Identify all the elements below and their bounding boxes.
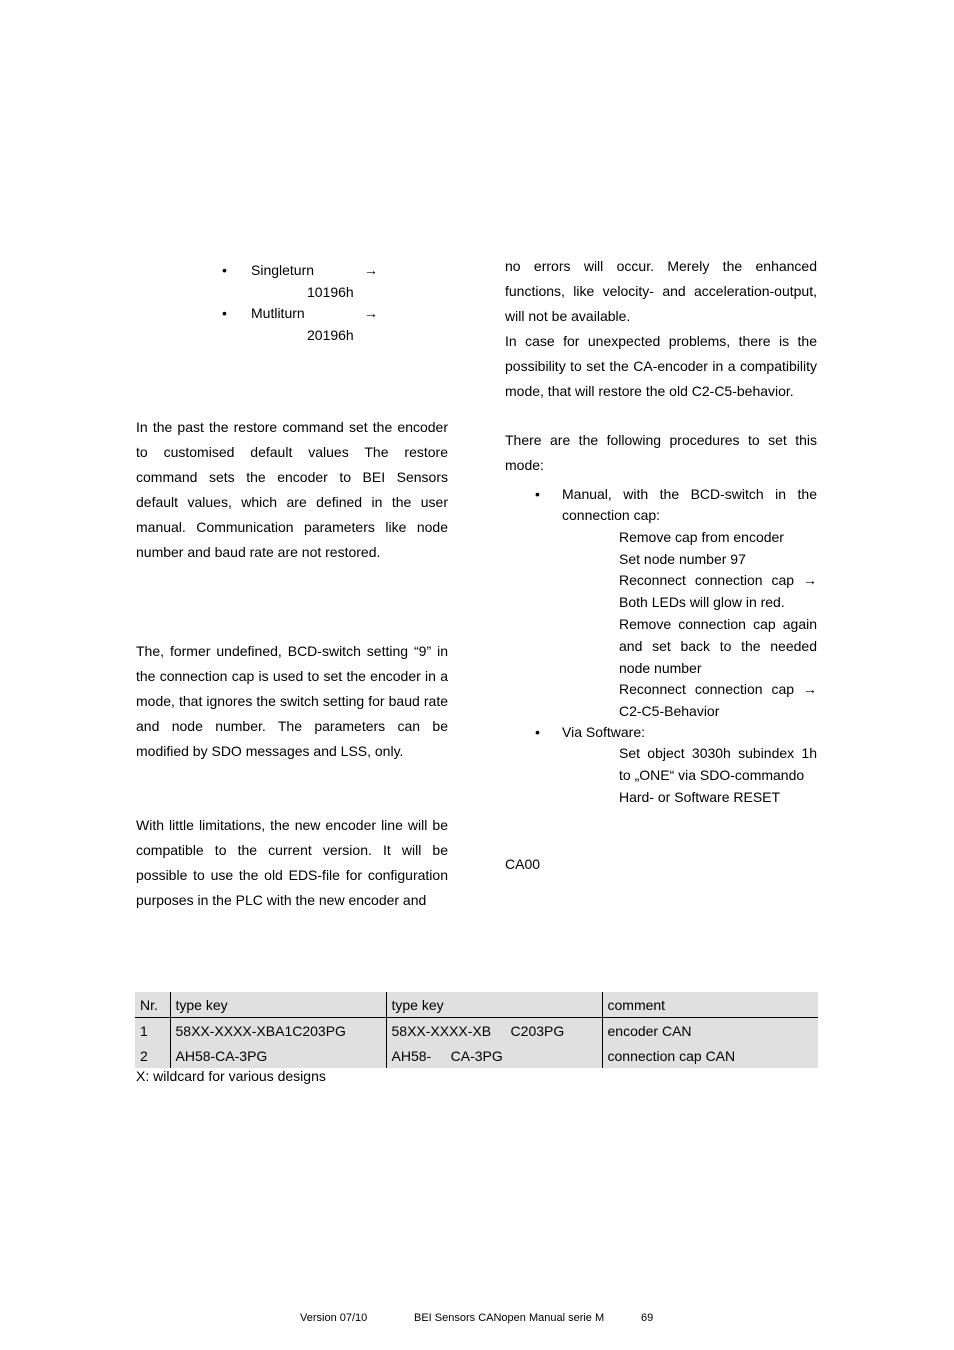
bcd-switch-paragraph: The, former undefined, BCD-switch setting “9” in the connection cap is used to set the encoder in a mode, that ignores the switch setting for baud rate and node number. The parameters can be modified by SDO messages and LSS, only. — [136, 643, 448, 759]
table-row — [135, 1018, 818, 1044]
table-header-cell: Nr. — [135, 992, 170, 1018]
table-header-cell: type key — [170, 992, 386, 1018]
ca-label: CA00 — [505, 856, 541, 872]
compatibility-paragraph: With little limitations, the new encoder line will be compatible to the current version. It will be possible to use the old EDS-file for configuration purposes in the PLC with the new encoder and — [136, 817, 448, 908]
manual-step: Reconnect connection cap → C2-C5-Behavior — [619, 681, 817, 719]
table-row — [135, 1043, 818, 1068]
bullet-label: Singleturn — [251, 262, 315, 278]
manual-bullet: Manual, with the BCD-switch in the connection cap: — [562, 486, 817, 523]
arrow-right-icon: → — [364, 305, 378, 321]
procedures-paragraph: There are the following procedures to set this mode: — [505, 432, 817, 473]
manual-step: Set node number 97 — [619, 551, 746, 567]
software-step: Hard- or Software RESET — [619, 789, 781, 805]
table-cell: connection cap CAN — [602, 1043, 818, 1068]
software-bullet: Via Software: — [562, 724, 646, 740]
manual-step: Remove cap from encoder — [619, 529, 784, 545]
bullet-dot: • — [535, 486, 540, 502]
table-header-cell: type key — [386, 992, 602, 1018]
table-cell: 58XX-XXXX-XB C203PG — [386, 1018, 602, 1044]
table-cell: 2 — [135, 1043, 170, 1068]
table-cell: encoder CAN — [602, 1018, 818, 1044]
software-step: Set object 3030h subindex 1h to „ONE“ via SDO-commando — [619, 745, 817, 783]
page-number: 69 — [641, 1312, 654, 1324]
type-key-table — [135, 992, 818, 1068]
bullet-value: 20196h — [307, 327, 354, 343]
continuation-paragraph: no errors will occur. Merely the enhanced functions, like velocity- and acceleration-output, will not be available. — [505, 258, 817, 324]
restore-paragraph: In the past the restore command set the encoder to customised default values The restore command sets the encoder to BEI Sensors default values, which are defined in the user manual. Communication parameters like node number and baud rate are not restored. — [136, 419, 448, 560]
table-cell: 58XX-XXXX-XBA1C203PG — [170, 1018, 386, 1044]
table-header-row — [135, 992, 818, 1018]
bullet-dot: • — [222, 262, 227, 278]
bullet-dot: • — [222, 305, 227, 321]
compat-mode-paragraph: In case for unexpected problems, there is the possibility to set the CA-encoder in a compatibility mode, that will restore the old C2-C5-behavior. — [505, 333, 817, 399]
arrow-right-icon: → — [364, 262, 378, 278]
bullet-dot: • — [535, 724, 540, 740]
manual-step: Reconnect connection cap → Both LEDs will glow in red. — [619, 572, 817, 610]
table-header-cell: comment — [602, 992, 818, 1018]
footer-version: Version 07/10 — [300, 1312, 368, 1324]
manual-step: Remove connection cap again and set back to the needed node number — [619, 616, 817, 676]
table-cell: AH58-CA-3PG — [170, 1043, 386, 1068]
bullet-label: Mutliturn — [251, 305, 305, 321]
table-cell: AH58- CA-3PG — [386, 1043, 602, 1068]
footer-title: BEI Sensors CANopen Manual serie M — [414, 1312, 605, 1324]
bullet-value: 10196h — [307, 284, 354, 300]
table-cell: 1 — [135, 1018, 170, 1044]
table-note: X: wildcard for various designs — [136, 1068, 326, 1084]
